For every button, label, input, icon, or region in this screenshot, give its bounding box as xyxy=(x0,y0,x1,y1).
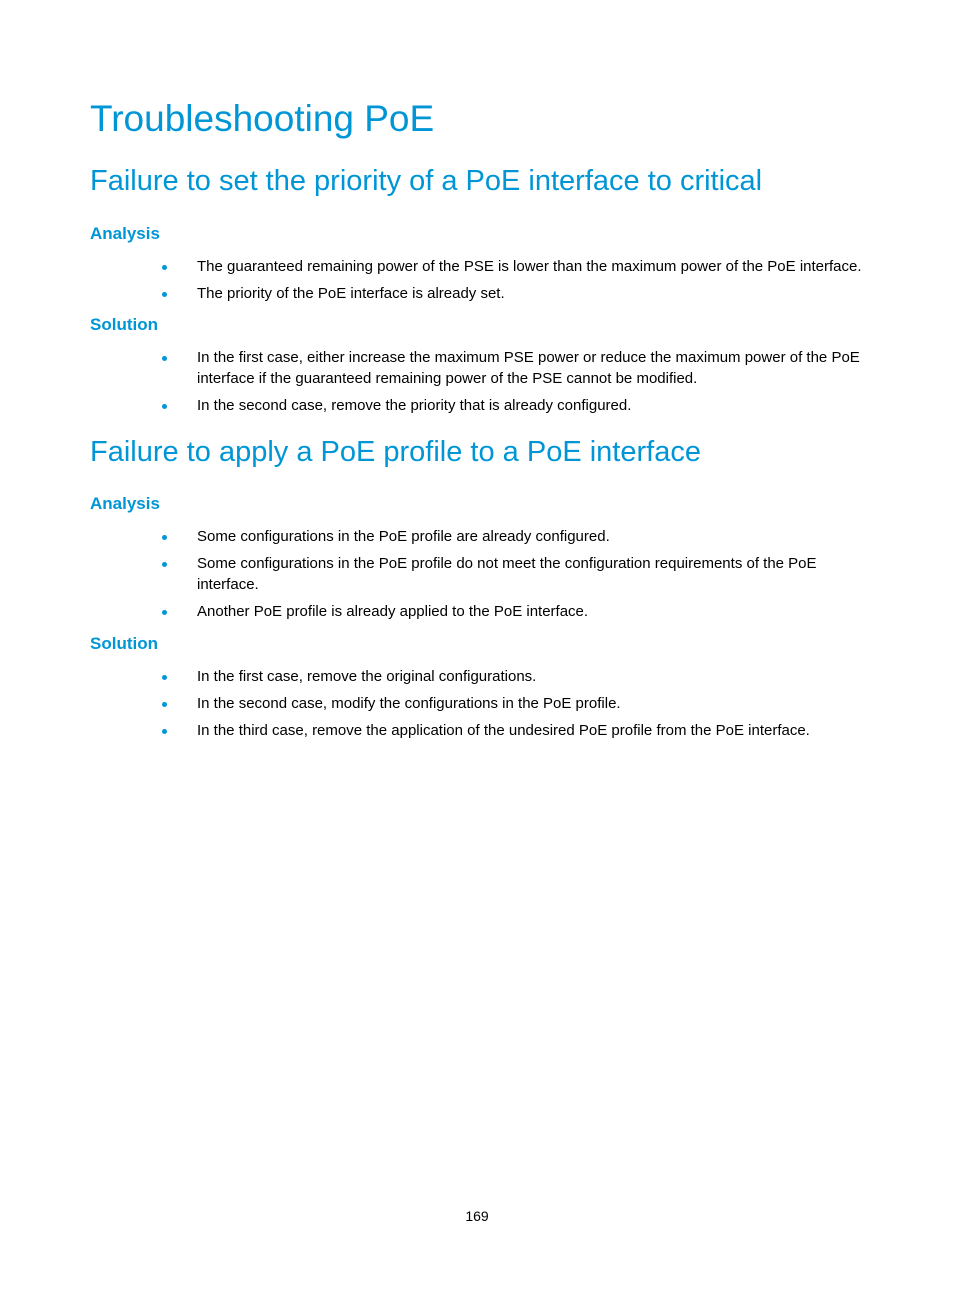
list-item-text: In the third case, remove the application of the undesired PoE profile from the PoE interface. xyxy=(197,722,810,739)
list-item-text: In the second case, modify the configurations in the PoE profile. xyxy=(197,695,621,712)
solution-list xyxy=(160,347,870,422)
bullet-icon xyxy=(162,535,167,540)
list-item-text: In the second case, remove the priority that is already configured. xyxy=(197,397,632,414)
analysis-heading: Analysis xyxy=(90,224,160,243)
list-item xyxy=(160,395,870,416)
list-item xyxy=(160,283,870,304)
list-item-text: The priority of the PoE interface is already set. xyxy=(197,285,505,302)
page-title: Troubleshooting PoE xyxy=(90,98,435,139)
bullet-icon xyxy=(162,729,167,734)
bullet-icon xyxy=(162,404,167,409)
list-item xyxy=(160,720,870,741)
solution-list xyxy=(160,666,870,747)
list-item xyxy=(160,601,870,622)
list-item-text: Some configurations in the PoE profile do not meet the configuration requirements of the PoE interface. xyxy=(197,555,817,593)
list-item-text: In the first case, remove the original configurations. xyxy=(197,668,537,685)
bullet-icon xyxy=(162,610,167,615)
section-heading: Failure to set the priority of a PoE interface to critical xyxy=(90,165,763,197)
bullet-icon xyxy=(162,356,167,361)
analysis-heading: Analysis xyxy=(90,494,160,513)
analysis-list xyxy=(160,256,870,310)
list-item-text: Some configurations in the PoE profile are already configured. xyxy=(197,528,610,545)
list-item xyxy=(160,666,870,687)
bullet-icon xyxy=(162,702,167,707)
analysis-list xyxy=(160,526,870,628)
list-item-text: The guaranteed remaining power of the PSE is lower than the maximum power of the PoE interface. xyxy=(197,258,862,275)
page-number: 169 xyxy=(465,1208,489,1224)
list-item xyxy=(160,256,870,277)
list-item xyxy=(160,693,870,714)
list-item xyxy=(160,347,870,389)
solution-heading: Solution xyxy=(90,315,158,334)
list-item xyxy=(160,553,870,595)
bullet-icon xyxy=(162,675,167,680)
list-item-text: In the first case, either increase the maximum PSE power or reduce the maximum power of the PoE interface if the guaranteed remaining power of the PSE cannot be modified. xyxy=(197,349,860,387)
bullet-icon xyxy=(162,292,167,297)
bullet-icon xyxy=(162,562,167,567)
list-item-text: Another PoE profile is already applied to the PoE interface. xyxy=(197,603,589,620)
list-item xyxy=(160,526,870,547)
bullet-icon xyxy=(162,265,167,270)
solution-heading: Solution xyxy=(90,634,158,653)
section-heading: Failure to apply a PoE profile to a PoE interface xyxy=(90,436,701,468)
